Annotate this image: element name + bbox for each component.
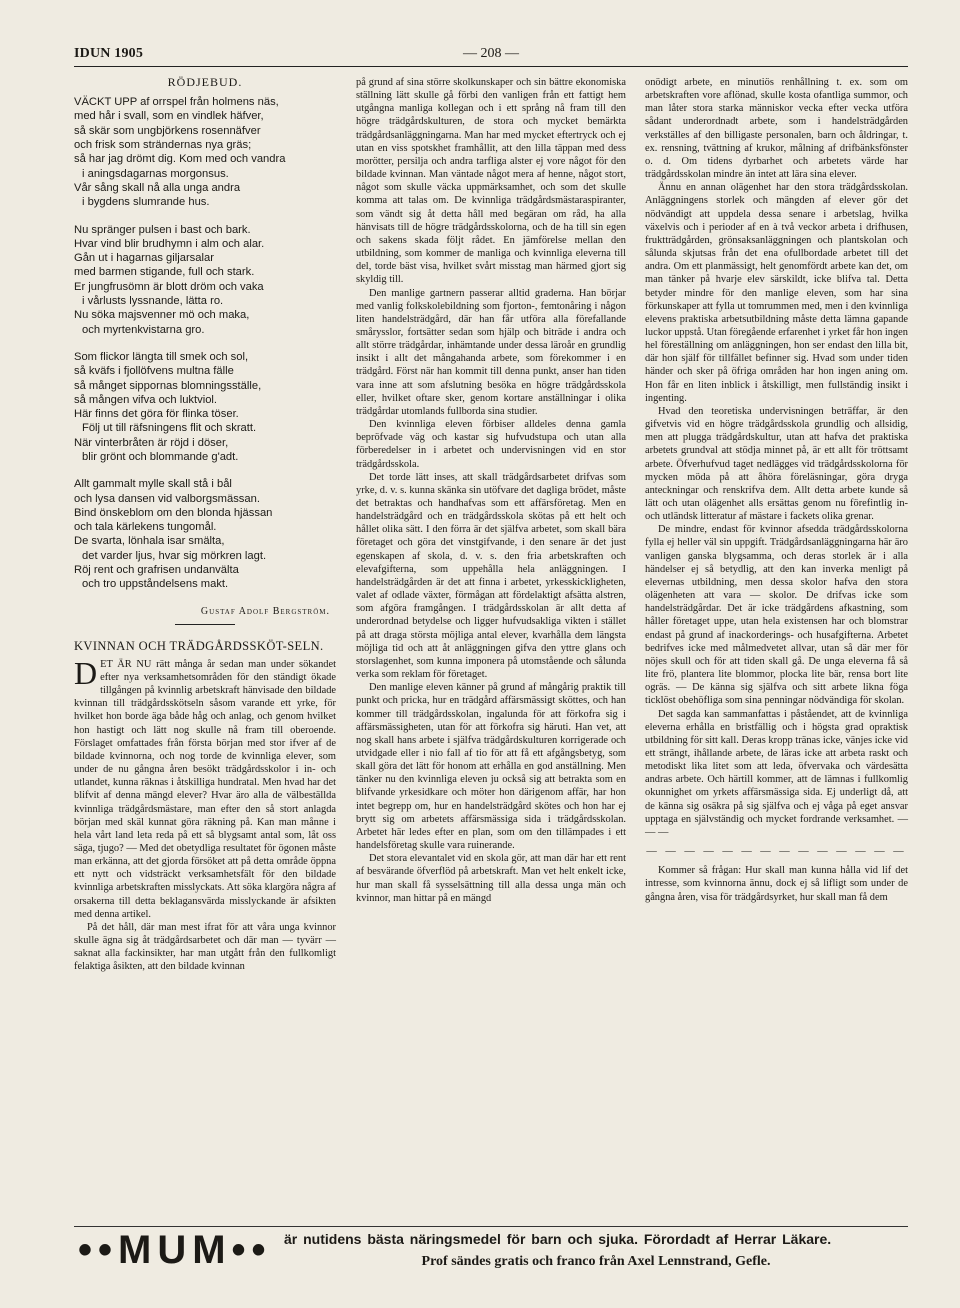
article-paragraph: Den kvinnliga eleven förbiser alldeles denna gamla bepröfvade väg och kastar sig hufvudstupa och utan alla förberedelser in i arbetet och undervisningen vid en stor trädgårdsskola.	[356, 419, 626, 470]
poem-line: i bygdens slumrande hus.	[82, 196, 210, 209]
poem-line: Hvar vind blir brudhymn i alm och alar.	[74, 237, 265, 250]
poem-line: så har jag drömt dig. Kom med och vandra	[74, 153, 286, 166]
poem-line: De svarta, lönhala isar smälta,	[74, 535, 225, 548]
poem-line: När vinterbråten är röjd i döser,	[74, 436, 229, 449]
poem-line: i aningsdagarnas morgonsus.	[82, 167, 229, 180]
article-paragraph: Det sagda kan sammanfattas i påståendet, att de kvinnliga eleverna erhålla en bristfällig och i högsta grad opraktisk utbildning för sitt kall. Deras kropp tränas icke, vänjes icke vid ett strängt, ihållande arbete, de läras icke att arbeta raskt och metodiskt lika litet som att leda, öfvervaka och värdesätta andras arbete. Och härtill kommer, att de lämnas i fullkomlig okunnighet om yrkets affärsmässiga sida. Ej underligt då, att de känna sig osäkra på sig själfva och ej våga på eget ansvar upptaga en självständig och mycket fordrande verksamhet. — — —	[645, 708, 908, 838]
advertisement-slogan: är nutidens bästa näringsmedel för barn och sjuka. Förordadt af Herrar Läkare.	[284, 1231, 832, 1247]
poem-stanza	[74, 477, 336, 591]
poem-line: Nu söka majsvenner mö och maka,	[74, 309, 250, 322]
section-separator: — — — — — — — — — — — — — —	[646, 846, 907, 858]
section-rule	[175, 624, 235, 625]
article-paragraph: Det stora elevantalet vid en skola gör, att man där har ett rent af besvärande öfverflöd på arbetskraft. Man vet helt enkelt icke, hur man skall få sysselsättning till alla dessa unga män och kvinnor, man hittar på en mängd	[356, 853, 626, 904]
poem-title: RÖDJEBUD.	[167, 75, 243, 89]
poem-body	[74, 95, 336, 592]
poem-line: och lysa dansen vid valborgsmässan.	[74, 492, 260, 505]
poem-line: Bind önskeblom om den blonda hjässan	[74, 506, 273, 519]
column-2	[356, 76, 626, 905]
article-paragraph: Ännu en annan olägenhet har den stora trädgårdsskolan. Anläggningens storlek och mängden af elever gör det nödvändigt att uppdela dessa senare i arbetslag, hvilka växelvis och i perioder af en à två veckor arbeta i drifhusen, fruktträdgården, grönsaksanläggningen och plantskolan och sålunda skjutsas från det ena ofullbordade arbetet till det andra. Om ett planmässigt, helt genomfördt arbete kan det, om man tänker på hvarje elev särskildt, icke blifva tal. Detta betyder mindre för den manlige eleven, som har sina förkunskaper att fylla ut tomrummen med, men i den kvinnliga elevens praktiska arbetsutbildning måste detta lämna gapande luckor uppstå. Utan föregående erfarenhet i yrket får hon ingen hel föreställning om anläggningen, hon ser endast den lilla bit, där hon själf för tillfället befinner sig. Hvad som under tiden händer och sker på öfriga områden har hon ingen aning om. Hon får en liten inblick i åtskilligt, men fullständig insikt i ingenting.	[645, 182, 908, 404]
article-paragraph: Hvad den teoretiska undervisningen beträffar, är den gifvetvis vid en högre trädgårdsskola grundlig och allsidig, men att plugga trädgårdskultur, utan att hafva det praktiska arbetets grundval att stödja minnet på, är ett allt för tröttsamt arbete. Öfverhufvud taget nedlägges vid trädgårdsskolorna för mycken möda på att åhöra föreläsningar, göra dryga anteckningar och renskrifva dem. Allt detta arbete kunde så lätt och utan olägenhet alls ersättas genom nu förefintlig in- och utländsk litteratur af mästare i fackets olika grenar.	[645, 405, 908, 523]
poem-line: blir grönt och blommande g'adt.	[82, 450, 239, 463]
advertisement-address: Prof sändes gratis och franco från Axel Lennstrand, Gefle.	[421, 1254, 771, 1269]
poem-line: och tro uppståndelsens makt.	[82, 578, 229, 591]
article-paragraph: Det torde lätt inses, att skall trädgårdsarbetet drifvas som yrke, d. v. s. kunna skänka sin utöfvare det dagliga brödet, måste det betraktas och handhafvas som ett affärsföretag. Men en handelsträdgård och en trädgårdsskola skötas på ett helt och hållet olika sätt. I den förra är det själfva arbetet, som skall bära företaget och göra det vinstgifvande, i den senare är det just egenskapen af skola, d. v. s. den fria arbetskraften och elevafgifterna, som uppehålla hela anläggningen. I handelsträdgården är det att finna i arbetet, yrkesskickligheten, valet af odlade växter, förmågan att fördelaktigt afsätta alstren, som afgöra framgången. I trädgårdsskolan är allt detta af underordnad betydelse och ligger hufvudsakliga vikten i stället på att draga största möjliga antal elever, kvarhålla dem längsta möjliga tid och att åt anläggningen gifva den yttre glans och storslagenhet, som kunna imponera på utomstående och sålunda verka som reklam för företaget.	[356, 471, 626, 681]
article-title: KVINNAN OCH TRÄDGÅRDSSKÖT-SELN.	[74, 638, 324, 653]
poem-line: så kväfs i fjollöfvens multna fälle	[74, 365, 234, 378]
poem-line: i vårlusts lyssnande, lätta ro.	[82, 295, 224, 308]
column-3	[645, 76, 908, 904]
article-paragraph: De mindre, endast för kvinnor afsedda trädgårdsskolorna fylla ej heller väl sin uppgift. Trädgårdsanläggningarna här äro vanligen ganska blygsamma, och deras storlek är i alla händelser ej så betydlig, att den kan inverka menligt på elevernas utbildning, men dessa skolor hafva den stora olägenheten att vara — skolor. De drifvas icke som handelsträdgårdar. Det är icke trädgårdens afkastning, som håller företaget uppe, utan hela existensen har och blomstrar endast på grund af inackorderings- och husafgifterna. Arbetet bedrifves icke med målmedvetet allvar, utan så där mer för nöjes skull och för att tiden skall gå. De unga eleverna få så lite frö, plantera lite blommor, plocka lite bär, rensa bort lite ogräs. — De känna sig själfva och sitt arbete likna föga ticklöst obehöfliga som sina penningar nödvändiga för skolan.	[645, 524, 908, 707]
poem-line: så månget sippornas blomningsställe,	[74, 379, 262, 392]
article-paragraph: DET ÄR NU rätt många år sedan man under sökandet efter nya verksamhetsområden för den ständigt ökade tillgången på kvinnlig arbetskraft hänvisade den bildade kvinnan till trädgårdsskötseln såsom varande ett yrke, för hvilket hon borde äga både håg och anlag, och genom hvilket hon hastigt och lätt nog skulle nå fram till oberoende. Förslaget omfattades från första början med stor ifver af de bildade kvinnorna, och nog torde de kvinnliga elever, som under de nu gångna åren besökt trädgårdsskolor i in- och utlandet, kunna räknas i åtskilliga hundratal. Men hvad har det blifvit af denna mängd elever? Hvar äro alla de välbeställda kvinnliga trädgårdsmästare, man efter den så stort anlagda början med skäl kunnat göra räkning på. Kan man månne i hela vårt land leta reda på ett så blygsamt antal som, låt oss säga, tjugo? — Med det obetydliga resultatet för ögonen måste man erkänna, att det gjorda försöket att på detta område öppna ett nytt och vidsträckt verksamhetsfält för den bildade kvinnliga arbetskraften misslyckats. Att söka klargöra några af orsakerna till detta beklagansvärda misslyckande är afsikten med denna artikel.	[74, 654, 336, 920]
poem-line: Gån ut i hagarnas giljarsalar	[74, 252, 214, 265]
article-paragraph: på grund af sina större skolkunskaper och sin bättre ekonomiska ställning lätt skulle gå förbi den vanligen från ett fattigt hem utgångna manliga kollegan och i ett språng nå fram till den högre trädgårdskulturen, de stora och mycket bemärkta trädgårdsanläggningarna. Man har med mycket eftertryck och ej utan en viss spotskhet framhållit, att den lilla täppan med dess morötter, persilja och andra tarfliga alster ej vore något för den bildade kvinnan. Man väntade något mera af henne, något stort, något som skulle väcka uppmärksamhet, och som det skulle komma att talas om. De kvinnliga trädgårdsmästaraspiranter, som vändt sig åt detta håll med begäran om råd, ha alla hänvisats till de högre trädgårdsskolorna, och de ha till sin egen och sakens skada följt rådet. En jämförelse mellan den utbildning, som kommer de manliga och kvinnliga eleverna till del, torde bäst visa, hvilket svårt misstag man härmed gjort sig skyldig till.	[356, 77, 626, 286]
advertisement-brand: ••MUM••	[78, 1228, 272, 1272]
poem-line: Nu spränger pulsen i bast och bark.	[74, 223, 251, 236]
poem-line: Vår sång skall nå alla unga andra	[74, 181, 241, 194]
poem-stanza	[74, 95, 336, 209]
advertisement	[74, 1228, 908, 1274]
poem-line: och frisk som strändernas nya gräs;	[74, 139, 252, 152]
header-rule	[74, 66, 908, 67]
poem-line: Som flickor längta till smek och sol,	[74, 350, 249, 363]
poem-stanza	[74, 350, 336, 464]
drop-cap: D	[74, 654, 98, 691]
advertisement-rule	[74, 1226, 908, 1227]
poem-line: Allt gammalt mylle skall stå i bål	[74, 478, 232, 491]
poem-signature: Gustaf Adolf Bergström.	[200, 605, 330, 617]
article-paragraph: Den manlige gartnern passerar alltid graderna. Han börjar med vanlig folkskolebildning som fjorton-, femtonåring i någon liten handelsträdgård, där han får utföra alla förefallande smårysslor, fortsätter sedan som hjälp och biträde i andra och allt större trädgårdar, inhämtande under dessa läroår en grundlig insikt i allt det mångahanda arbete, som förekommer i en trädgård. Först när han kommit till denna punkt, anser han tiden vara inne att som afslutning besöka en högre trädgårdsskola eller, hvilket oftare sker, genom kortare anställningar i olika trädgårdar utomlands fullborda sina studier.	[356, 287, 626, 417]
magazine-issue: IDUN 1905	[74, 46, 144, 61]
poem-line: så skär som ungbjörkens rosennäfver	[74, 124, 261, 137]
poem-line: så mången vifva och luktviol.	[74, 393, 218, 406]
column-1	[74, 76, 336, 974]
poem-line: Följ ut till räfsningens flit och skratt.	[82, 422, 257, 435]
page-header	[74, 44, 908, 68]
poem-line: och tala kärlekens tungomål.	[74, 521, 217, 534]
article-paragraph: Kommer så frågan: Hur skall man kunna hålla vid lif det intresse, som kvinnorna ännu, dock ej så lifligt som under de gångna åren, visa för trädgårdsyrket, hur skall man få dem	[645, 865, 908, 903]
poem-line: med hår i svall, som en vindlek häfver,	[74, 110, 264, 123]
poem-line: Er jungfrusömn är blott dröm och vaka	[74, 280, 264, 293]
poem-line: med barmen stigande, full och stark.	[74, 266, 255, 279]
poem-stanza	[74, 223, 336, 337]
article-paragraph: Den manlige eleven känner på grund af mångårig praktik till punkt och pricka, hur en trädgård affärsmässigt sköttes, och han kommer till trädgårdsskolan, ingalunda för att förkofra sig i affärsmässigheten, utan för att förkofra sig häruti. Han vet, att nog skall hans arbete i själfva trädgårdskulturen korrigerade och utvidgade eller i nio fall af tio för att få ett afgångsbetyg, som skall göra det lätt för honom att erhålla en god anställning. Men tänker nu den kvinnliga eleven ju också sig att betrakta som en blifvande yrkesidkare och möter hon därigenom affär, har hon intet begrepp om, hur en handelsträdgård skötes och hon har ej brytt sig om arbetets affärsmässiga sida i trädgårdsskolan. Arbetet här ledes efter en plan, som om den tillämpades i ett handelsföretag skulle vara ruinerande.	[356, 682, 626, 852]
article-paragraph: På det håll, där man mest ifrat för att våra unga kvinnor skulle ägna sig åt trädgårdsarbetet och där man — tyvärr — saknat alla fackinsikter, har man utgått från den fullkomligt felaktiga åsikten, att den bildade kvinnan	[74, 921, 336, 973]
poem-line: Här finns det göra för flinka töser.	[74, 408, 239, 421]
page-number: — 208 —	[463, 46, 519, 61]
poem-line: VÄCKT UPP af orrspel från holmens näs,	[74, 96, 279, 109]
poem-line: det varder ljus, hvar sig mörkren lagt.	[82, 549, 267, 562]
poem-line: och myrtenkvistarna gro.	[82, 323, 205, 336]
poem-line: Röj rent och grafrisen undanvälta	[74, 564, 239, 577]
article-paragraph: onödigt arbete, en minutiös renhållning t. ex. som om arbetskraften vore aflönad, skulle kosta ofantliga summor, och man låter stora starka människor vecka efter vecka utföra sådant underordnadt arbete, som i handelsträdgården verkställes af den billigaste personalen, barn och åldringar, t. ex. rensning, tvättning af krukor, målning af drifbänksfönster o. d. Om tidens dyrbarhet och arbetets värde har trädgårdsskolan mindre än intet att lära sina elever.	[645, 77, 908, 181]
